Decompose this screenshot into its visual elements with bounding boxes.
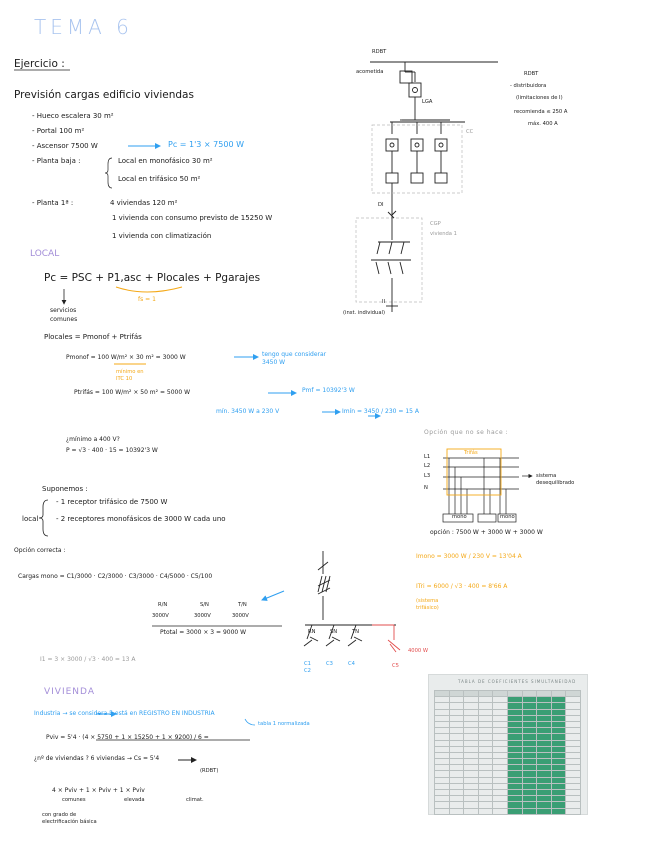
section-heading: Previsión cargas edificio viviendas — [14, 89, 194, 101]
ground-brace — [105, 158, 112, 188]
phase-lines — [443, 458, 519, 489]
wrong-option-label: Opción que no se hace : — [424, 429, 509, 436]
i1-formula: I1 = 3 × 3000 / √3 · 400 = 13 A — [40, 656, 136, 663]
correct-option-label: Opción correcta : — [14, 547, 66, 554]
phase-n: N — [424, 485, 428, 491]
dwelling-a: 1 vivienda con consumo previsto de 15250 W — [112, 214, 273, 222]
local-label: LOCAL — [30, 249, 60, 259]
sum-line: 4 × Pviv + 1 × Pviv + 1 × Pviv — [52, 787, 145, 794]
local-tri: Local en trifásico 50 m² — [118, 175, 201, 183]
c-label-4: C4 — [348, 661, 355, 667]
phase-mark-sn: SN — [330, 629, 338, 635]
nviv-rdbt: (RDBT) — [200, 768, 219, 774]
mono-right: mono — [500, 514, 515, 520]
coefficient-table-photo — [428, 674, 588, 815]
c-label-5: C5 — [392, 663, 399, 669]
servicios-label: servicios — [50, 307, 77, 314]
imono: Imono = 3000 W / 230 V = 13'04 A — [416, 553, 522, 560]
pmonof: Pmonof = 100 W/m² × 30 m² = 3000 W — [66, 354, 186, 361]
exercise-label: Ejercicio : — [14, 58, 65, 70]
p-equation: P = √3 · 400 · 15 = 10392'3 W — [66, 447, 158, 454]
phase-l1: L1 — [424, 454, 431, 460]
phase-mark-tn: TN — [352, 629, 360, 635]
sum-sub-elevada: elevada — [124, 797, 145, 803]
itri-note: (sistema trifásico) — [416, 598, 439, 611]
item-lift: - Ascensor 7500 W — [32, 142, 98, 150]
cgp-sub-label: vivienda 1 — [430, 231, 457, 237]
fs-curve — [116, 287, 182, 292]
local-mono: Local en monofásico 30 m² — [118, 157, 213, 165]
fs-label: fs = 1 — [138, 296, 156, 303]
rst-tn: T/N — [238, 602, 247, 608]
imin: Imín = 3450 / 230 = 15 A — [342, 408, 419, 415]
lga-label: LGA — [422, 99, 433, 105]
rdbt-top: RDBT — [372, 49, 387, 55]
recomienda-label: recomienda ≤ 250 A — [514, 109, 568, 115]
phase-drops — [443, 458, 532, 522]
item-portal: - Portal 100 m² — [32, 127, 85, 135]
acometida-label: acometida — [356, 69, 384, 75]
vivienda-heading: VIVIENDA — [44, 687, 95, 697]
c-label-2: C2 — [304, 668, 311, 674]
plocales: Plocales = Pmonof + Ptrifás — [44, 333, 142, 341]
industria-line: Industria → se considera 5 está en REGISTRO EN INDUSTRIA — [34, 710, 215, 717]
ptrif-result: Pmf = 10392'3 W — [302, 387, 355, 394]
phase-l3: L3 — [424, 473, 431, 479]
page-title: TEMA 6 — [34, 15, 133, 39]
assume-heading: Suponemos : — [42, 485, 88, 493]
dwellings: 4 viviendas 120 m² — [110, 199, 178, 207]
dwelling-b: 1 vivienda con climatización — [112, 232, 212, 240]
max-label: máx. 400 A — [528, 121, 558, 127]
rst-sn: S/N — [200, 602, 209, 608]
trifasica-label: Trifás — [464, 450, 478, 456]
nviv-line: ¿nº de viviendas ? 6 viviendas → Cs = 5'4 — [34, 755, 160, 762]
rst-v2: 3000V — [194, 613, 211, 619]
inst-label: (inst. individual) — [343, 310, 385, 316]
local-brace — [39, 500, 48, 536]
grado-note: con grado de electrificación básica — [42, 812, 97, 826]
comunes-label: comunes — [50, 316, 78, 323]
photo-header: TABLA DE COEFICIENTES SIMULTANEIDAD — [458, 679, 577, 684]
di-label: DI — [378, 202, 384, 208]
tabla-arrow — [245, 719, 255, 725]
min-line: mín. 3450 W a 230 V — [216, 408, 280, 415]
min-note: mínimo en ITC 10 — [116, 369, 144, 383]
cgp-schematic — [371, 211, 411, 312]
ii-label: II — [382, 299, 386, 305]
red-branch — [372, 625, 400, 652]
ptotal: Ptotal = 3000 × 3 = 9000 W — [160, 629, 247, 636]
sum-sub-climat: climat. — [186, 797, 204, 803]
cgp-label: CGP — [430, 221, 441, 227]
correct-arrow — [262, 591, 284, 600]
sum-sub-comunes: comunes — [62, 797, 86, 803]
assume-item1: - 1 receptor trifásico de 7500 W — [56, 498, 168, 506]
mono-left: mono — [452, 514, 467, 520]
sistema-label: sistema desequilibrado — [536, 473, 575, 486]
lift-result: Pc = 1'3 × 7500 W — [168, 140, 244, 149]
item-ground: - Planta baja : — [32, 157, 81, 165]
ptrif: Ptrifás = 100 W/m² × 50 m² = 5000 W — [74, 389, 191, 396]
item-stair: - Hueco escalera 30 m² — [32, 112, 114, 120]
cc-label: CC — [466, 129, 474, 135]
red-load: 4000 W — [408, 648, 428, 654]
item-first: - Planta 1ª : — [32, 199, 74, 207]
pviv-formula: Pviv = 5'4 · (4 × 5750 + 1 × 15250 + 1 × 9200) / 6 = — [46, 734, 209, 741]
question-400: ¿mínimo a 400 V? — [66, 436, 120, 443]
pc-formula: Pc = PSC + P1,asc + Plocales + Pgarajes — [44, 272, 261, 284]
correct-schematic — [304, 551, 396, 646]
rst-v3: 3000V — [232, 613, 249, 619]
photo-table — [434, 690, 581, 815]
wrong-opcion: opción : 7500 W + 3000 W + 3000 W — [430, 529, 543, 536]
local-word: local — [22, 515, 39, 523]
phase-l2: L2 — [424, 463, 431, 469]
pmonof-note: tengo que considerar 3450 W — [262, 351, 327, 366]
tabla-label: tabla 1 normalizada — [258, 721, 310, 727]
rst-v1: 3000V — [152, 613, 169, 619]
rdbt-right: RDBT — [524, 71, 539, 77]
cargas-mono: Cargas mono = C1/3000 · C2/3000 · C3/3000 · C4/5000 · C5/100 — [18, 573, 213, 580]
c-label-1: C1 — [304, 661, 311, 667]
limitaciones-label: (limitaciones de I) — [516, 95, 563, 101]
rst-rn: R/N — [158, 602, 168, 608]
assume-item2: - 2 receptores monofásicos de 3000 W cada uno — [56, 515, 226, 523]
c-label-3: C3 — [326, 661, 333, 667]
itri: ITri = 6000 / √3 · 400 = 8'66 A — [416, 583, 508, 590]
top-schematic — [370, 62, 498, 215]
distribuidora-label: - distribuidora — [510, 83, 547, 89]
phase-mark-rn: RN — [308, 629, 316, 635]
